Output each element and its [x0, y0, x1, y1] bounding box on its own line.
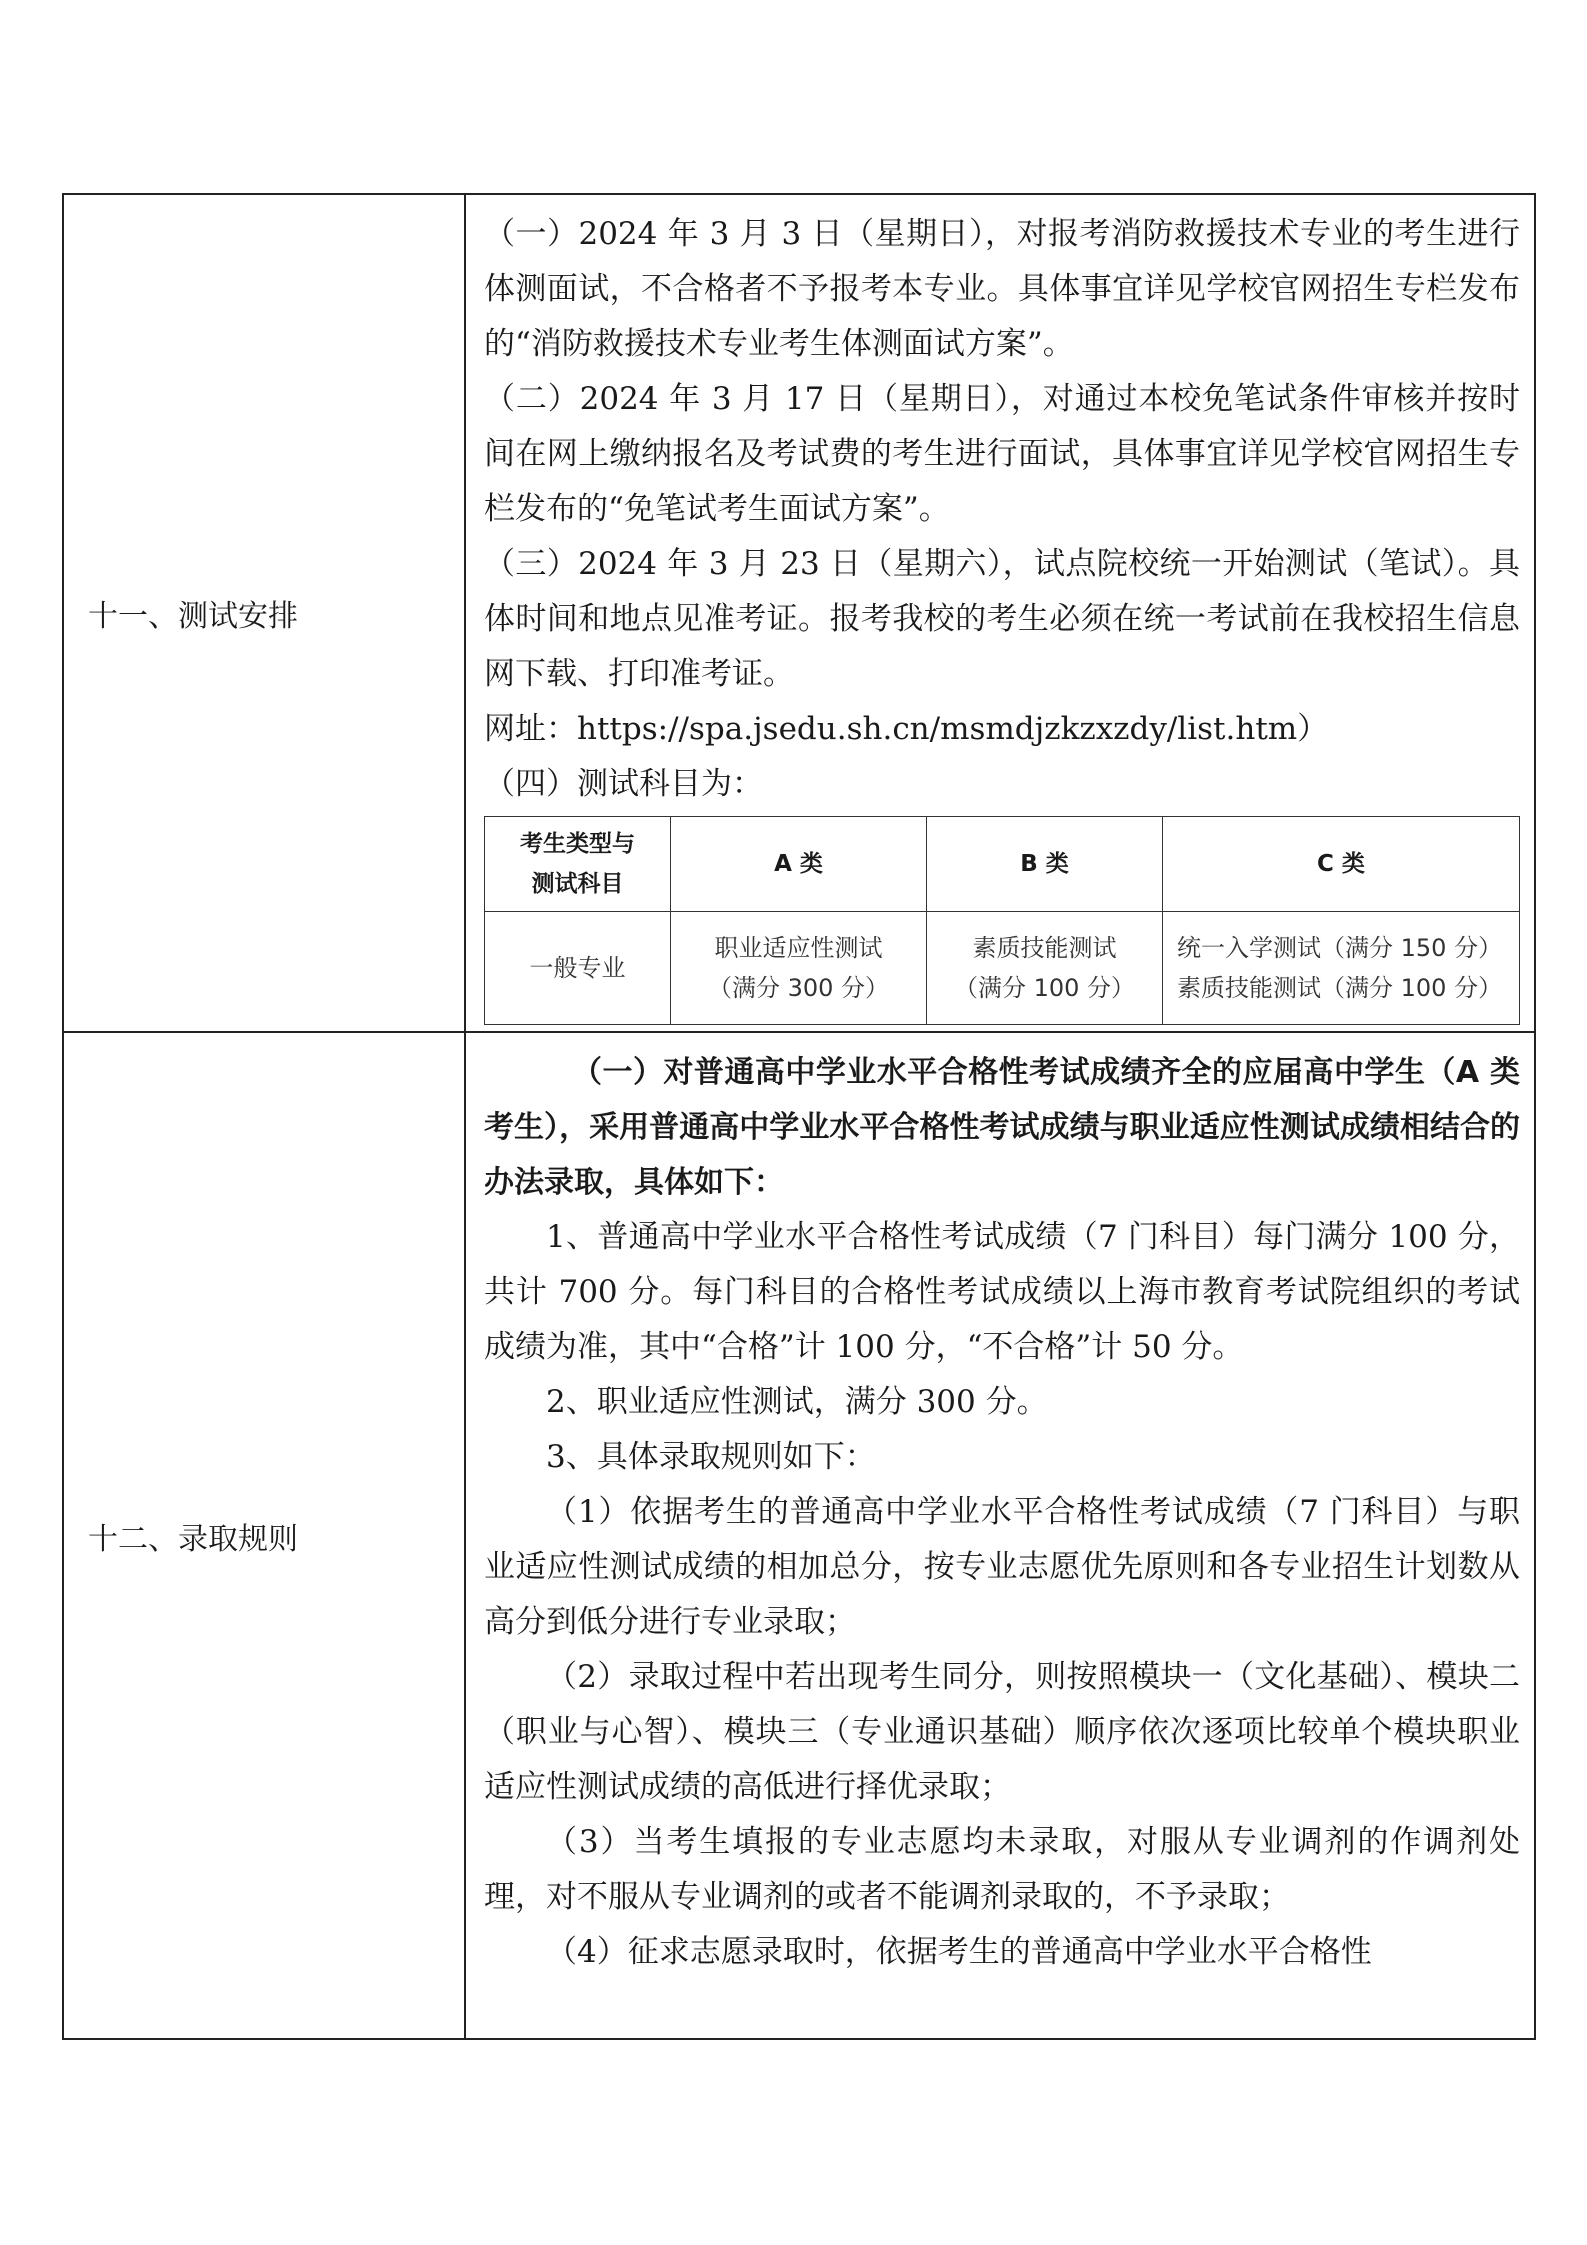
section-content-test-arrangement — [465, 194, 1535, 1032]
table-cell: 一般专业 — [485, 912, 671, 1025]
url-paragraph: 网址：https://spa.jsedu.sh.cn/msmdjzkzxzdy/list.htm） — [484, 711, 1329, 747]
table-cell — [927, 912, 1163, 1025]
paragraph: 3、具体录取规则如下： — [546, 1439, 876, 1475]
test-subjects-table — [484, 816, 1520, 1025]
section-label-test-arrangement: 十一、测试安排 — [63, 194, 465, 1032]
cell-line: 职业适应性测试 — [714, 934, 883, 962]
admission-table — [62, 193, 1536, 2040]
section-content-admission-rules — [465, 1032, 1535, 2039]
rule-paragraph: （2）录取过程中若出现考生同分，则按照模块一（文化基础）、模块二（职业与心智）、模块三（专业通识基础）顺序依次逐项比较单个模块职业适应性测试成绩的高低进行择优录取； — [484, 1659, 1520, 1805]
table-header-row — [485, 817, 1520, 912]
cell-line: 素质技能测试（满分 100 分） — [1177, 974, 1503, 1002]
section-heading: （一）对普通高中学业水平合格性考试成绩齐全的应届高中学生（A 类考生），采用普通高中学业水平合格性考试成绩与职业适应性测试成绩相结合的办法录取，具体如下： — [484, 1055, 1520, 1200]
table-row — [63, 1032, 1535, 2039]
paragraph: （四）测试科目为： — [484, 766, 763, 802]
paragraph: （三）2024 年 3 月 23 日（星期六），试点院校统一开始测试（笔试）。具体时间和地点见准考证。报考我校的考生必须在统一考试前在我校招生信息网下载、打印准考证。 — [484, 546, 1520, 692]
table-cell — [1163, 912, 1520, 1025]
header-cell-a: A 类 — [671, 817, 927, 912]
cell-line: 统一入学测试（满分 150 分） — [1177, 934, 1503, 962]
section-label-admission-rules: 十二、录取规则 — [63, 1032, 465, 2039]
rule-paragraph: （4）征求志愿录取时，依据考生的普通高中学业水平合格性 — [546, 1934, 1372, 1970]
cell-line: （满分 100 分） — [953, 974, 1136, 1002]
paragraph: （二）2024 年 3 月 17 日（星期日），对通过本校免笔试条件审核并按时间在网上缴纳报名及考试费的考生进行面试，具体事宜详见学校官网招生专栏发布的“免笔试考生面试方案”。 — [484, 381, 1520, 527]
cell-line: （满分 300 分） — [707, 974, 890, 1002]
header-cell — [485, 817, 671, 912]
cell-line: 素质技能测试 — [972, 934, 1117, 962]
paragraph: （一）2024 年 3 月 3 日（星期日），对报考消防救援技术专业的考生进行体测面试，不合格者不予报考本专业。具体事宜详见学校官网招生专栏发布的“消防救援技术专业考生体测面试方案”。 — [484, 216, 1520, 362]
rule-paragraph: （3）当考生填报的专业志愿均未录取，对服从专业调剂的作调剂处理，对不服从专业调剂的或者不能调剂录取的，不予录取； — [484, 1824, 1520, 1915]
header-cell-c: C 类 — [1163, 817, 1520, 912]
table-row — [63, 194, 1535, 1032]
header-cell-b: B 类 — [927, 817, 1163, 912]
header-line: 测试科目 — [531, 871, 624, 897]
table-cell — [671, 912, 927, 1025]
table-row — [485, 912, 1520, 1025]
rule-paragraph: （1）依据考生的普通高中学业水平合格性考试成绩（7 门科目）与职业适应性测试成绩的相加总分，按专业志愿优先原则和各专业招生计划数从高分到低分进行专业录取； — [484, 1494, 1520, 1640]
paragraph: 1、普通高中学业水平合格性考试成绩（7 门科目）每门满分 100 分，共计 700 分。每门科目的合格性考试成绩以上海市教育考试院组织的考试成绩为准，其中“合格”计 100 分，“不合格”计 50 分。 — [484, 1219, 1520, 1365]
paragraph: 2、职业适应性测试，满分 300 分。 — [546, 1384, 1048, 1420]
header-line: 考生类型与 — [520, 831, 635, 857]
